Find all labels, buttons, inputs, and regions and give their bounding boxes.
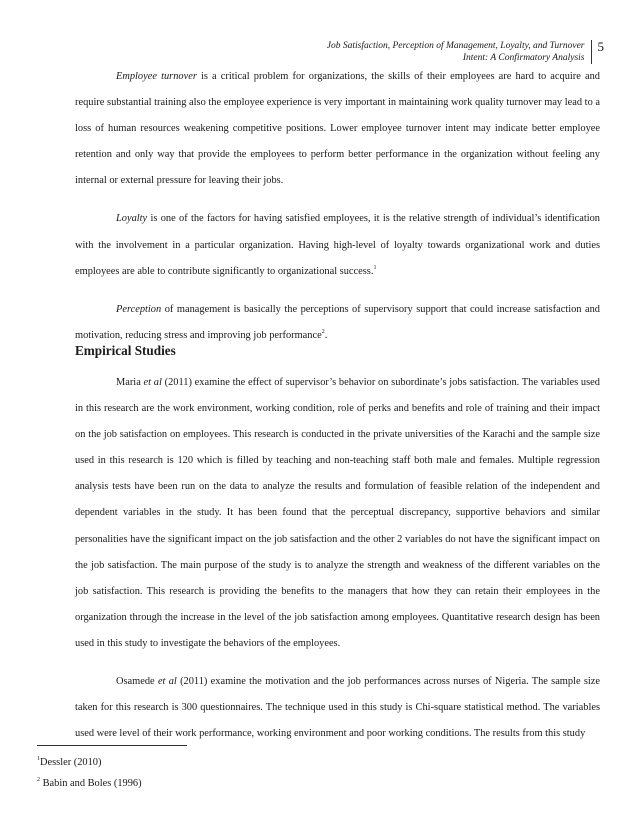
footnote-number: 1 [37, 756, 40, 762]
paragraph-employee-turnover [75, 64, 600, 194]
footnote-ref-1: 1 [373, 264, 377, 271]
paragraph-text: is one of the factors for having satisfied employees, it is the relative strength of individual’s identification with the involvement in a particular organization. Having high-level of loyalty towards organizational work and duties employees are able to contribute significantly to organizational success. [75, 213, 600, 277]
header-title-line-1: Job Satisfaction, Perception of Management, Loyalty, and Turnover [326, 41, 585, 51]
paragraph-maria-study [75, 370, 600, 657]
term-loyalty: Loyalty [116, 213, 148, 225]
running-header [327, 40, 604, 64]
paragraph-text: (2011) examine the motivation and the job performances across nurses of Nigeria. The sample size taken for this research is 300 questionnaires. The technique used in this study is Chi-square statistical method. The variables used were level of their work performance, working environment and poor working conditions. The results from this study [75, 676, 601, 740]
paragraph-text: (2011) examine the effect of supervisor’s behavior on subordinate’s jobs satisfaction. The variables used in this research are the work environment, working condition, role of perks and benefits and role of training and their impact on the job satisfaction on employees. This research is conducted in the private universities of the Karachi and the sample size used in this research is 120 which is filled by teaching and non-teaching staff both male and females. Multiple regression analysis tests have been run on the data to analyze the results and formulation of feasible relation of the independent and dependent variables in the study. It has been found that the perceptual discrepancy, supportive behaviors and similar personalities have the significant impact on the job satisfaction and the other 2 variables do not have the significant impact on the job satisfaction. The main purpose of the study is to analyze the strength and weakness of the different variables on the job satisfaction. This research is providing the benefits to the managers that how they can retain their employees in the organization through the increase in the level of the job satisfaction among employees. Quantitative research design has been used in this study to investigate the behaviors of the employees. [75, 377, 600, 649]
paragraph-loyalty [75, 206, 600, 284]
et-al: et al [157, 676, 177, 688]
paragraph-text: of management is basically the perceptions of supervisory support that could increase satisfaction and motivation, reducing stress and improving job performance [75, 303, 600, 341]
et-al: et al [143, 377, 162, 388]
empirical-studies-section [75, 370, 600, 747]
footnote-divider [37, 745, 187, 746]
term-perception: Perception [116, 303, 162, 315]
section-heading-empirical-studies: Empirical Studies [75, 343, 176, 358]
author-maria: Maria [116, 377, 144, 388]
paragraph-osamede-study [75, 669, 600, 747]
footnote-1 [37, 757, 101, 768]
header-title [327, 40, 592, 64]
footnote-2 [37, 778, 142, 789]
footnote-text: Babin and Boles (1996) [40, 778, 142, 789]
footnote-number: 2 [37, 777, 40, 783]
definitions-section [75, 64, 600, 349]
page-number: 5 [597, 39, 604, 54]
paragraph-text: is a critical problem for organizations, the skills of their employees are hard to acquire and require substantial training also the employee experience is very important in maintaining work quality turnover may lead to a loss of human resources weakening competitive positions. Lower employee turnover intent may indicate better employee retention and only way that provide the employees to perform better performance in the organization without feeling any internal or external pressure for leaving their jobs. [75, 71, 600, 187]
term-employee-turnover: Employee turnover [116, 71, 197, 82]
footnote-text: Dessler (2010) [40, 757, 102, 768]
header-title-line-2: Intent: A Confirmatory Analysis [462, 53, 585, 63]
author-osamede: Osamede [116, 676, 158, 688]
paragraph-end: . [324, 329, 328, 341]
footnote-ref-2: 2 [321, 328, 325, 335]
paragraph-perception [75, 297, 600, 349]
